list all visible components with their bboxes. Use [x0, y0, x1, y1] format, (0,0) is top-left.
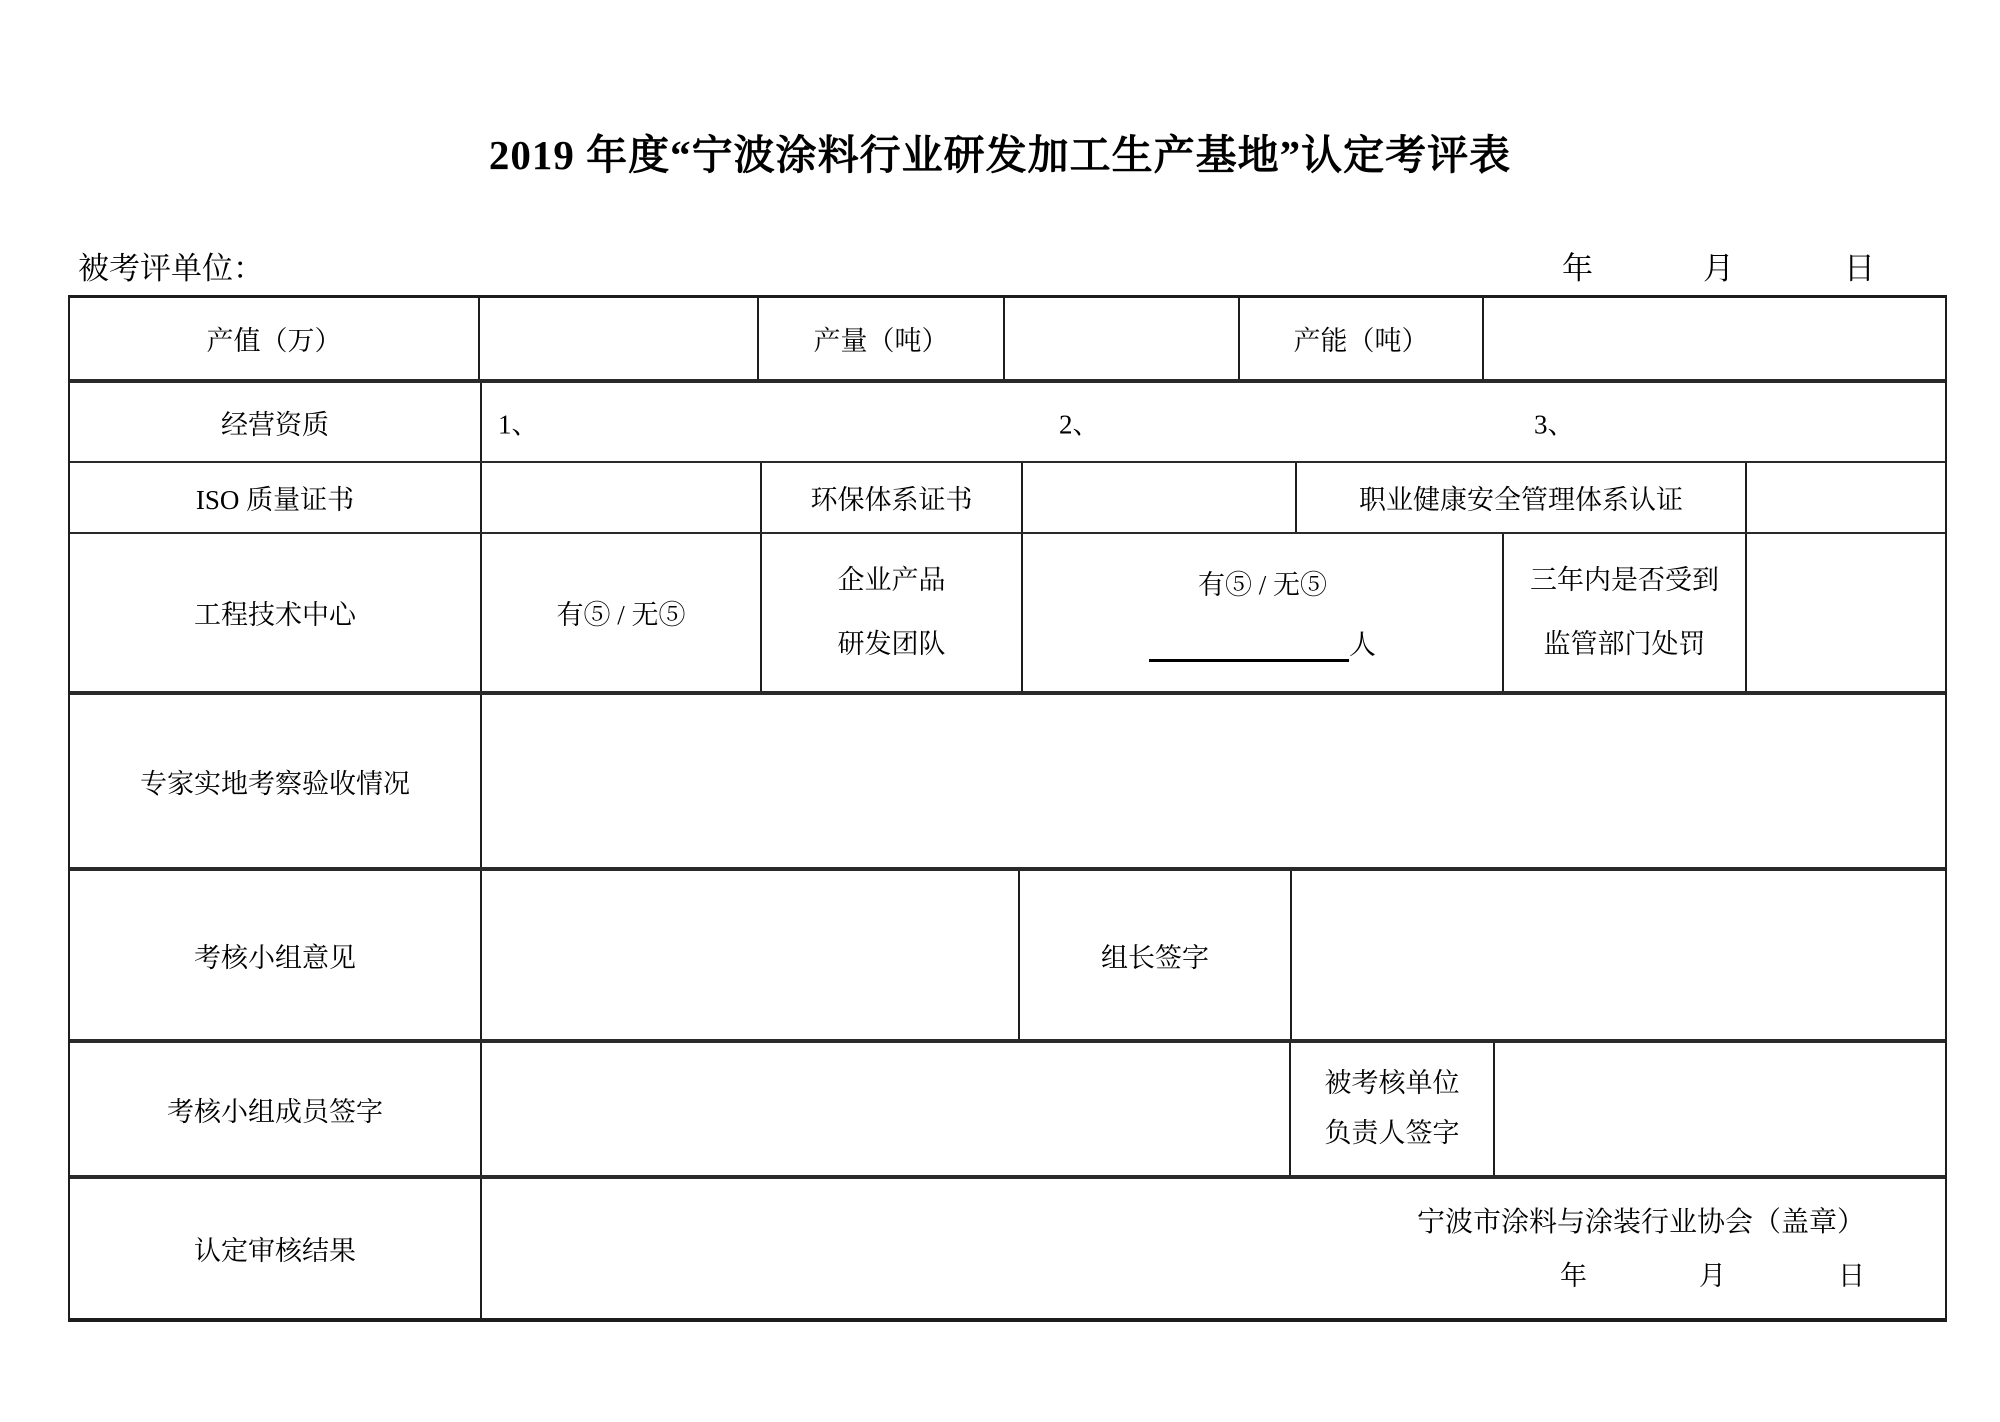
result-date-fields — [1560, 1254, 1865, 1293]
evaluated-unit-signature-label — [1291, 1043, 1495, 1175]
rd-team-label-line1: 企业产品 — [837, 565, 946, 596]
result-date-day-label: 日 — [1838, 1261, 1865, 1292]
evaluated-unit-label: 被考评单位： — [78, 251, 264, 286]
penalty-label — [1504, 534, 1747, 691]
table-row-qualification — [70, 383, 1945, 463]
production-capacity-label: 产能（吨） — [1240, 298, 1484, 379]
expert-inspection-input-cell[interactable] — [482, 695, 1945, 867]
production-value-label: 产值（万） — [70, 298, 480, 379]
review-result-label: 认定审核结果 — [70, 1179, 482, 1318]
date-day-label: 日 — [1844, 251, 1875, 286]
rd-team-label — [762, 534, 1023, 691]
team-members-signature-input-cell[interactable] — [482, 1043, 1291, 1175]
header-date-fields — [1562, 243, 1875, 288]
production-volume-input-cell[interactable] — [1005, 298, 1240, 379]
result-date-month-label: 月 — [1699, 1261, 1726, 1292]
rd-team-option-cell[interactable] — [1023, 534, 1504, 691]
table-row-review-opinion — [70, 871, 1945, 1043]
occupational-health-cert-label: 职业健康安全管理体系认证 — [1297, 463, 1747, 532]
business-qualification-input-cell[interactable] — [482, 383, 1945, 461]
expert-inspection-label: 专家实地考察验收情况 — [70, 695, 482, 867]
subheader — [0, 243, 2000, 289]
rd-team-label-line2: 研发团队 — [837, 628, 946, 659]
review-team-opinion-input-cell[interactable] — [482, 871, 1020, 1039]
team-members-signature-label: 考核小组成员签字 — [70, 1043, 482, 1175]
production-value-input-cell[interactable] — [480, 298, 759, 379]
rd-team-option[interactable]: 有⑤ / 无⑤ — [1197, 570, 1327, 600]
person-count-fill-line[interactable] — [1149, 629, 1349, 662]
result-date-year-label: 年 — [1560, 1261, 1587, 1292]
business-qualification-label: 经营资质 — [70, 383, 482, 461]
qualification-item-2: 2、 — [1059, 409, 1100, 440]
table-row-production — [70, 298, 1945, 383]
table-row-expert-inspection — [70, 695, 1945, 871]
date-month-label: 月 — [1703, 251, 1734, 286]
engineering-center-option[interactable]: 有⑤ / 无⑤ — [482, 534, 762, 691]
occupational-health-cert-input-cell[interactable] — [1747, 463, 1945, 532]
production-capacity-input-cell[interactable] — [1484, 298, 1945, 379]
production-volume-label: 产量（吨） — [759, 298, 1005, 379]
iso-certificate-label: ISO 质量证书 — [70, 463, 482, 532]
qualification-item-1: 1、 — [498, 409, 539, 440]
evaluated-unit-signature-input-cell[interactable] — [1495, 1043, 1945, 1175]
table-row-engineering — [70, 534, 1945, 695]
page-title: 2019 年度“宁波涂料行业研发加工生产基地”认定考评表 — [488, 132, 1512, 178]
evaluated-unit-signature-line1: 被考核单位 — [1324, 1068, 1460, 1099]
environmental-cert-label: 环保体系证书 — [762, 463, 1023, 532]
table-row-certificates — [70, 463, 1945, 534]
leader-signature-label: 组长签字 — [1020, 871, 1292, 1039]
table-row-member-signature — [70, 1043, 1945, 1179]
date-year-label: 年 — [1562, 251, 1593, 286]
review-team-opinion-label: 考核小组意见 — [70, 871, 482, 1039]
evaluated-unit-signature-line2: 负责人签字 — [1324, 1118, 1460, 1148]
environmental-cert-input-cell[interactable] — [1023, 463, 1297, 532]
iso-certificate-input-cell[interactable] — [482, 463, 762, 532]
review-result-area[interactable] — [482, 1179, 1945, 1318]
penalty-input-cell[interactable] — [1747, 534, 1945, 691]
evaluation-table — [68, 295, 1947, 1322]
association-seal-text: 宁波市涂料与涂装行业协会（盖章） — [1416, 1206, 1865, 1238]
penalty-label-line2: 监管部门处罚 — [1543, 628, 1706, 659]
leader-signature-input-cell[interactable] — [1292, 871, 1945, 1039]
penalty-label-line1: 三年内是否受到 — [1530, 565, 1719, 596]
person-unit-label: 人 — [1349, 630, 1376, 660]
table-row-review-result — [70, 1179, 1945, 1318]
engineering-center-label: 工程技术中心 — [70, 534, 482, 691]
qualification-item-3: 3、 — [1534, 409, 1575, 440]
